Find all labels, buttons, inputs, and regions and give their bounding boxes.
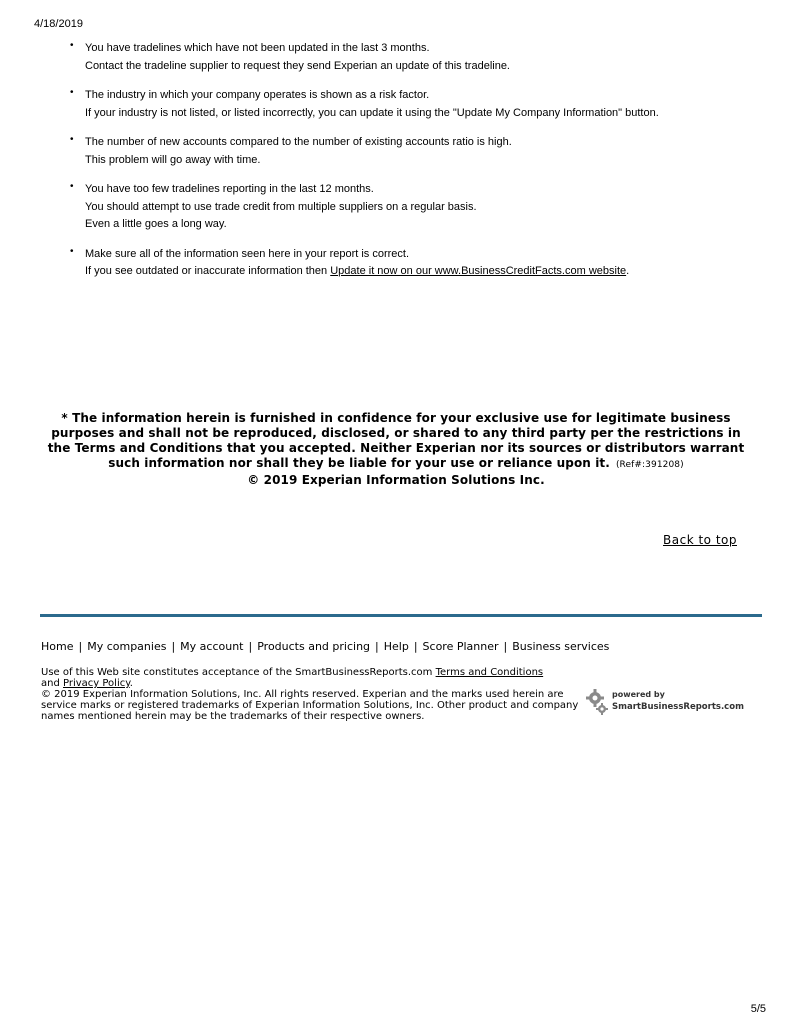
list-item [70, 181, 770, 234]
footer-link-products-pricing[interactable]: Products and pricing [257, 640, 371, 653]
nav-separator: | [503, 640, 508, 653]
bullet-line: You have tradelines which have not been updated in the last 3 months. [85, 42, 430, 54]
nav-separator: | [413, 640, 418, 653]
footer-link-score-planner[interactable]: Score Planner [422, 640, 499, 653]
terms-link[interactable]: Terms and Conditions [435, 667, 544, 678]
update-company-link[interactable]: Update it now on our www.BusinessCreditFacts.com website [330, 265, 627, 277]
smartbusinessreports-logo [585, 688, 765, 718]
bullet-icon: • [70, 181, 74, 192]
bullet-line: Even a little goes a long way. [85, 218, 227, 230]
bullet-text: If you see outdated or inaccurate information then [85, 265, 331, 277]
bullet-icon: • [70, 245, 74, 257]
bullet-icon: • [70, 40, 74, 51]
legal-copyright: © 2019 Experian Information Solutions, Inc. All rights reserved. Experian and the marks used herein are service marks or registered trademarks of Experian Information Solutions, Inc. Other product and company names mentioned herein may be the trademarks of their respective owners. [41, 689, 579, 722]
bullet-icon: • [70, 134, 74, 145]
bullet-line: The number of new accounts compared to the number of existing accounts ratio is high. [85, 136, 512, 148]
bullet-line: If your industry is not listed, or listed incorrectly, you can update it using the "Update My Company Information" button. [85, 106, 659, 119]
footer-link-help[interactable]: Help [383, 640, 409, 653]
bullet-text: . [626, 265, 630, 277]
list-item [70, 246, 770, 281]
logo-powered-by: powered by [612, 690, 665, 699]
disclaimer [40, 411, 752, 488]
nav-separator: | [248, 640, 253, 653]
legal-text: . [129, 678, 133, 689]
footer-link-my-companies[interactable]: My companies [87, 640, 167, 653]
page-number: 5/5 [750, 1003, 766, 1015]
bullet-line: Make sure all of the information seen here in your report is correct. [85, 247, 410, 260]
privacy-link[interactable]: Privacy Policy [63, 678, 130, 689]
bullet-line: This problem will go away with time. [85, 153, 261, 166]
gear-icon [585, 688, 609, 716]
nav-separator: | [375, 640, 379, 653]
recommendations-list [70, 40, 770, 293]
logo-brand: SmartBusinessReports.com [612, 702, 744, 712]
footer-link-my-account[interactable]: My account [180, 640, 244, 653]
bullet-line: You have too few tradelines reporting in the last 12 months. [85, 183, 374, 195]
back-to-top-link[interactable]: Back to top [663, 533, 737, 547]
nav-separator: | [171, 640, 176, 653]
legal-text: and [41, 678, 63, 689]
nav-separator: | [78, 640, 83, 653]
footer-nav [41, 640, 609, 653]
footer-link-home[interactable]: Home [41, 640, 74, 653]
reference-number: (Ref#:391208) [615, 460, 684, 470]
bullet-icon: • [70, 87, 74, 98]
divider [40, 614, 762, 617]
list-item [70, 87, 770, 122]
bullet-line: Contact the tradeline supplier to request they send Experian an update of this tradeline. [85, 59, 510, 72]
disclaimer-text: * The information herein is furnished in confidence for your exclusive use for legitimate business purposes and shall not be reproduced, disclosed, or shared to any third party per the restrictions in the Terms and Conditions that you accepted. Neither Experian nor its sources or distributors warrant such information nor shall they be liable for your use or reliance upon it. [47, 411, 745, 470]
disclaimer-copyright: © 2019 Experian Information Solutions Inc. [247, 473, 545, 487]
print-date: 4/18/2019 [34, 18, 83, 30]
bullet-line: You should attempt to use trade credit from multiple suppliers on a regular basis. [85, 200, 477, 213]
list-item [70, 40, 770, 75]
legal-notice [41, 667, 586, 722]
list-item [70, 134, 770, 169]
footer-link-business-services[interactable]: Business services [512, 640, 610, 653]
bullet-line: The industry in which your company operates is shown as a risk factor. [85, 89, 430, 101]
bullet-line [85, 263, 770, 281]
legal-text: Use of this Web site constitutes acceptance of the SmartBusinessReports.com [41, 667, 436, 678]
